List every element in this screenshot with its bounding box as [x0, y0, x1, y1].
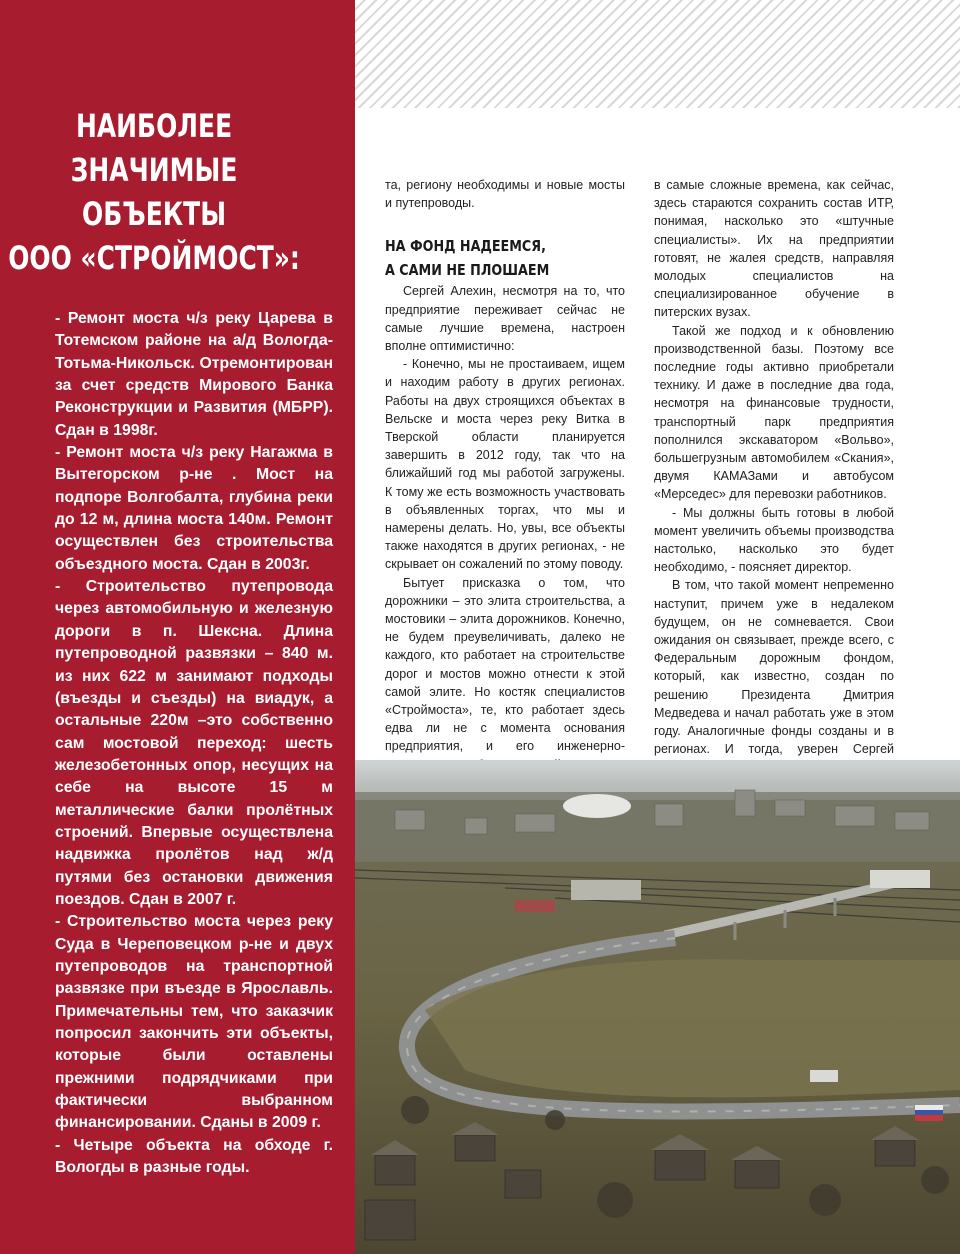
- paragraph: Бытует присказка о том, что дорожники – это элита строительства, а мостовики – элита дорожников. Конечно, не будем преувеличивать, далеко не каждого, кто работает на строительстве дорог и мостов можно отнести к этой самой элите. Но костяк специалистов «Строймоста», те, кто работает здесь едва ли не с момента основания предприятия, и его инженерно-: [385, 575, 625, 754]
- list-item: - Ремонт моста ч/з реку Нагажма в Вытегорском р-не . Мост на подпоре Волгобалта, глубина реки до 12 м, длина моста 140м. Ремонт осуществлен без строительства объездного моста. Сдан в 2003г.: [55, 444, 333, 573]
- paragraph: В том, что такой момент непременно наступит, причем уже в недалеком будущем, он не сомневается. Свои ожидания он связывает, прежде всего, с Федеральным дорожным фондом, который, как известно, создан по решению Президента Дмитрия Медведева и начал работать уже в этом году. Аналогичные фонды созданы и в регионах. И тогда, уверен Сергей: [654, 578, 894, 757]
- sidebar-panel: [0, 0, 355, 1254]
- paragraph: Сергей Алехин, несмотря на то, что предприятие переживает сейчас не самые лучшие времена, настроен вполне оптимистично:: [385, 284, 625, 354]
- list-item: - Строительство моста через реку Суда в Череповецком р-не и двух путепроводов на транспортной развязке при въезде в Ярославль. Примечательны тем, что заказчик попросил закончить эти объекты, которые были оставлены прежними подрядчиками при фактически выбранном финансировании. Сданы в 2009 г.: [55, 913, 333, 1132]
- article-column-1: [385, 176, 625, 792]
- paragraph: в самые сложные времена, как сейчас, здесь стараются сохранить состав ИТР, понимая, насколько это «штучные специалисты». Их на предприятии готовят, не жалея средств, направляя молодых специалистов на специализированное обучение в питерских вузах.: [654, 178, 894, 320]
- sidebar-title-line: НАИБОЛЕЕ: [75, 107, 233, 145]
- list-item: - Строительство путепровода через автомобильную и железную дороги в п. Шексна. Длина путепроводной развязки – 840 м. из них 622 м занимают подходы (въезды и съезды) на виадук, а остальные 220м –это собственно сам мостовой переход: шесть железобетонных опор, несущих на себе на высоте 15 м металлические балки пролётных строений. Впервые осуществлена надвижка пролётов над ж/д путями без остановки движения поездов. Сдан в 2007 г.: [55, 578, 333, 908]
- decorative-hatch: [355, 0, 960, 108]
- sidebar-title-line: ООО «СТРОЙМОСТ»:: [8, 239, 300, 277]
- paragraph: Такой же подход и к обновлению производственной базы. Поэтому все последние годы активно приобретали технику. И даже в последние два года, несмотря на финансовые трудности, транспортный парк предприятия пополнился экскаватором «Вольво», большегрузным автомобилем «Скания», двумя КАМАЗами и автобусом «Мерседес» для перевозки работников.: [654, 323, 894, 502]
- subheading-line: А САМИ НЕ ПЛОШАЕМ: [385, 261, 550, 280]
- sidebar-title: [0, 104, 308, 280]
- sidebar-title-line: ЗНАЧИМЫЕ: [70, 151, 238, 189]
- paragraph: - Конечно, мы не простаиваем, ищем и находим работу в других регионах. Работы на двух строящихся объектах в Вельске и моста через реку Витка в Тверской области планируется завершить в 2012 году, так что на ближайший год мы работой загружены. К тому же есть возможность участвовать в объявленных торгах, что мы и намерены делать. Но, увы, все объекты также находятся в других регионах, - не скрывает он сожалений по этому поводу.: [385, 357, 625, 572]
- list-item: - Четыре объекта на обходе г. Вологды в разные годы.: [55, 1136, 333, 1177]
- article-column-2: [654, 176, 894, 795]
- sidebar-title-line: ОБЪЕКТЫ: [82, 195, 227, 233]
- aerial-photo-road-interchange-icon: [355, 760, 960, 1254]
- subheading: [385, 234, 589, 282]
- subheading-line: НА ФОНД НАДЕЕМСЯ,: [385, 237, 546, 256]
- aerial-photo: [355, 760, 960, 1254]
- paragraph: та, региону необходимы и новые мосты и путепроводы.: [385, 178, 625, 211]
- objects-list: [55, 308, 333, 1179]
- list-item: - Ремонт моста ч/з реку Царева в Тотемском районе на а/д Вологда-Тотьма-Никольск. Отремонтирован за счет средств Мирового Банка Реконструкции и Развития (МБРР). Сдан в 1998г.: [55, 310, 333, 439]
- paragraph: - Мы должны быть готовы в любой момент увеличить объемы производства настолько, насколько это будет необходимо, - поясняет директор.: [654, 505, 894, 575]
